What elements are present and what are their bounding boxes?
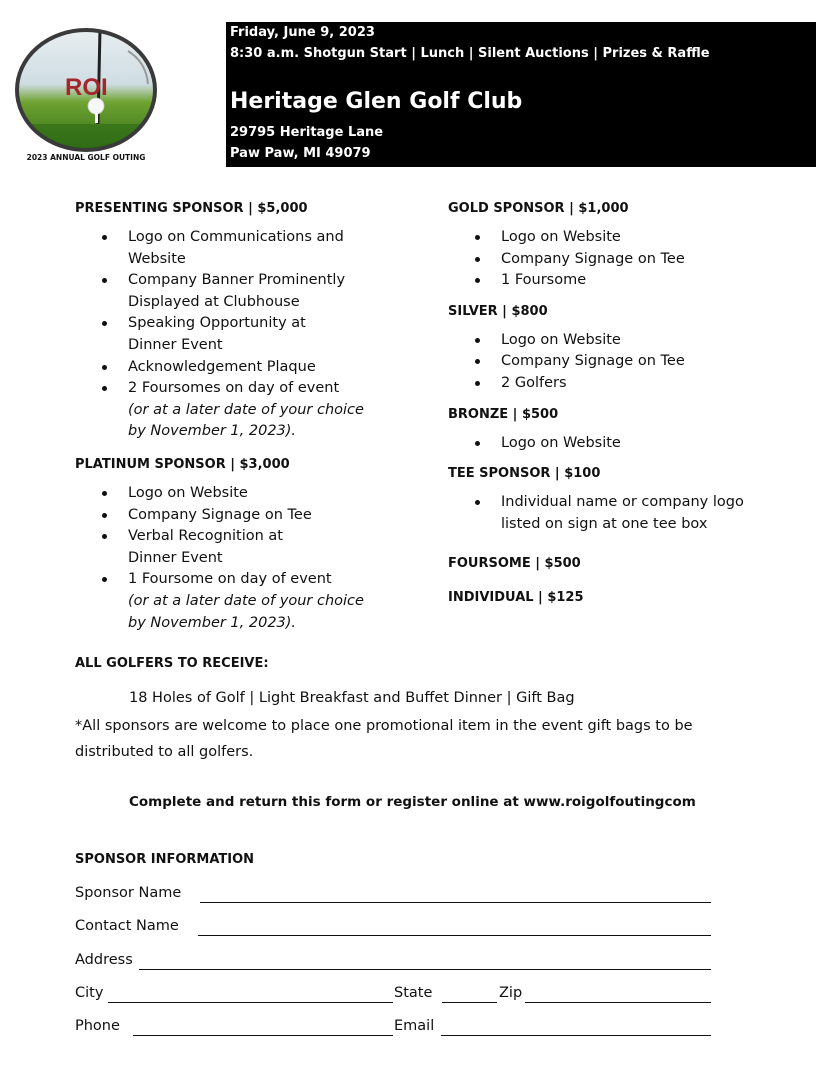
list-item: Logo on Website: [501, 330, 808, 352]
sponsor-note-line2: distributed to all golfers.: [75, 744, 254, 760]
list-item: Company Banner Prominently Displayed at Clubhouse: [128, 270, 415, 313]
presenting-sponsor-heading: PRESENTING SPONSOR | $5,000: [75, 201, 308, 216]
list-item: Company Signage on Tee: [501, 351, 808, 373]
platinum-benefits: [128, 483, 415, 634]
address-row: [75, 952, 133, 972]
foursome-heading: FOURSOME | $500: [448, 556, 581, 572]
city-row: [75, 985, 103, 1005]
list-item: 2 Golfers: [501, 373, 808, 395]
email-label: Email: [394, 1018, 435, 1034]
zip-field[interactable]: [525, 1002, 711, 1003]
list-item: Company Signage on Tee: [128, 505, 415, 527]
list-item: Logo on Communications and Website: [128, 227, 415, 270]
sponsor-column-right: [448, 201, 808, 605]
bronze-sponsor-heading: BRONZE | $500: [448, 406, 559, 422]
email-field[interactable]: [441, 1035, 711, 1036]
silver-benefits: [501, 330, 808, 395]
phone-field[interactable]: [133, 1035, 393, 1036]
sponsor-name-row: [75, 885, 181, 905]
list-item: Company Signage on Tee: [501, 249, 808, 271]
sponsor-name-field[interactable]: [200, 902, 711, 903]
tee-sponsor-heading: TEE SPONSOR | $100: [448, 466, 601, 482]
city-label: City: [75, 985, 104, 1001]
city-field[interactable]: [108, 1002, 393, 1003]
list-item: Individual name or company logo listed on sign at one tee box: [501, 492, 808, 535]
state-field[interactable]: [442, 1002, 497, 1003]
gold-sponsor-heading: GOLD SPONSOR | $1,000: [448, 201, 629, 216]
event-schedule: 8:30 a.m. Shotgun Start | Lunch | Silent Auctions | Prizes & Raffle: [230, 46, 710, 61]
list-item: Speaking Opportunity at Dinner Event: [128, 313, 415, 356]
sponsor-info-heading: SPONSOR INFORMATION: [75, 852, 255, 867]
logo-caption: 2023 ANNUAL GOLF OUTING: [26, 153, 146, 162]
address-field[interactable]: [139, 969, 711, 970]
email-label-wrap: [394, 1018, 434, 1038]
sponsor-column-left: [75, 201, 415, 634]
logo-text: ROI: [65, 74, 108, 101]
event-header: [226, 22, 816, 167]
golfers-benefits: 18 Holes of Golf | Light Breakfast and Buffet Dinner | Gift Bag: [129, 690, 575, 706]
list-item: Logo on Website: [501, 227, 808, 249]
register-cta: Complete and return this form or register online at www.roigolfoutingcom: [129, 794, 696, 810]
presenting-benefits: [128, 227, 415, 443]
state-label-wrap: [394, 985, 432, 1005]
list-item: Logo on Website: [128, 483, 415, 505]
gold-benefits: [501, 227, 808, 292]
address-label: Address: [75, 952, 133, 968]
contact-name-label: Contact Name: [75, 918, 179, 934]
list-item: Logo on Website: [501, 433, 808, 455]
venue-address-line2: Paw Paw, MI 49079: [230, 146, 371, 161]
silver-sponsor-heading: SILVER | $800: [448, 303, 548, 319]
venue-address-line1: 29795 Heritage Lane: [230, 125, 384, 140]
individual-heading: INDIVIDUAL | $125: [448, 590, 584, 606]
golfers-heading: ALL GOLFERS TO RECEIVE:: [75, 656, 269, 671]
bronze-benefits: [501, 433, 808, 455]
phone-row: [75, 1018, 120, 1038]
sponsor-name-label: Sponsor Name: [75, 885, 182, 901]
venue-name: Heritage Glen Golf Club: [230, 89, 523, 114]
event-date: Friday, June 9, 2023: [230, 25, 375, 40]
zip-label: Zip: [499, 985, 523, 1001]
list-item: Acknowledgement Plaque: [128, 357, 415, 379]
phone-label: Phone: [75, 1018, 120, 1034]
list-item: 1 Foursome: [501, 270, 808, 292]
list-item: 2 Foursomes on day of event (or at a later date of your choice by November 1, 2023).: [128, 378, 415, 443]
list-item: 1 Foursome on day of event (or at a later date of your choice by November 1, 2023).: [128, 569, 415, 634]
zip-label-wrap: [499, 985, 522, 1005]
contact-name-field[interactable]: [198, 935, 711, 936]
list-item: Verbal Recognition at Dinner Event: [128, 526, 415, 569]
sponsor-note-line1: *All sponsors are welcome to place one promotional item in the event gift bags to be: [75, 718, 693, 734]
platinum-sponsor-heading: PLATINUM SPONSOR | $3,000: [75, 456, 290, 472]
tee-benefits: [501, 492, 808, 535]
roi-logo: [8, 24, 164, 166]
state-label: State: [394, 985, 433, 1001]
contact-name-row: [75, 918, 179, 938]
